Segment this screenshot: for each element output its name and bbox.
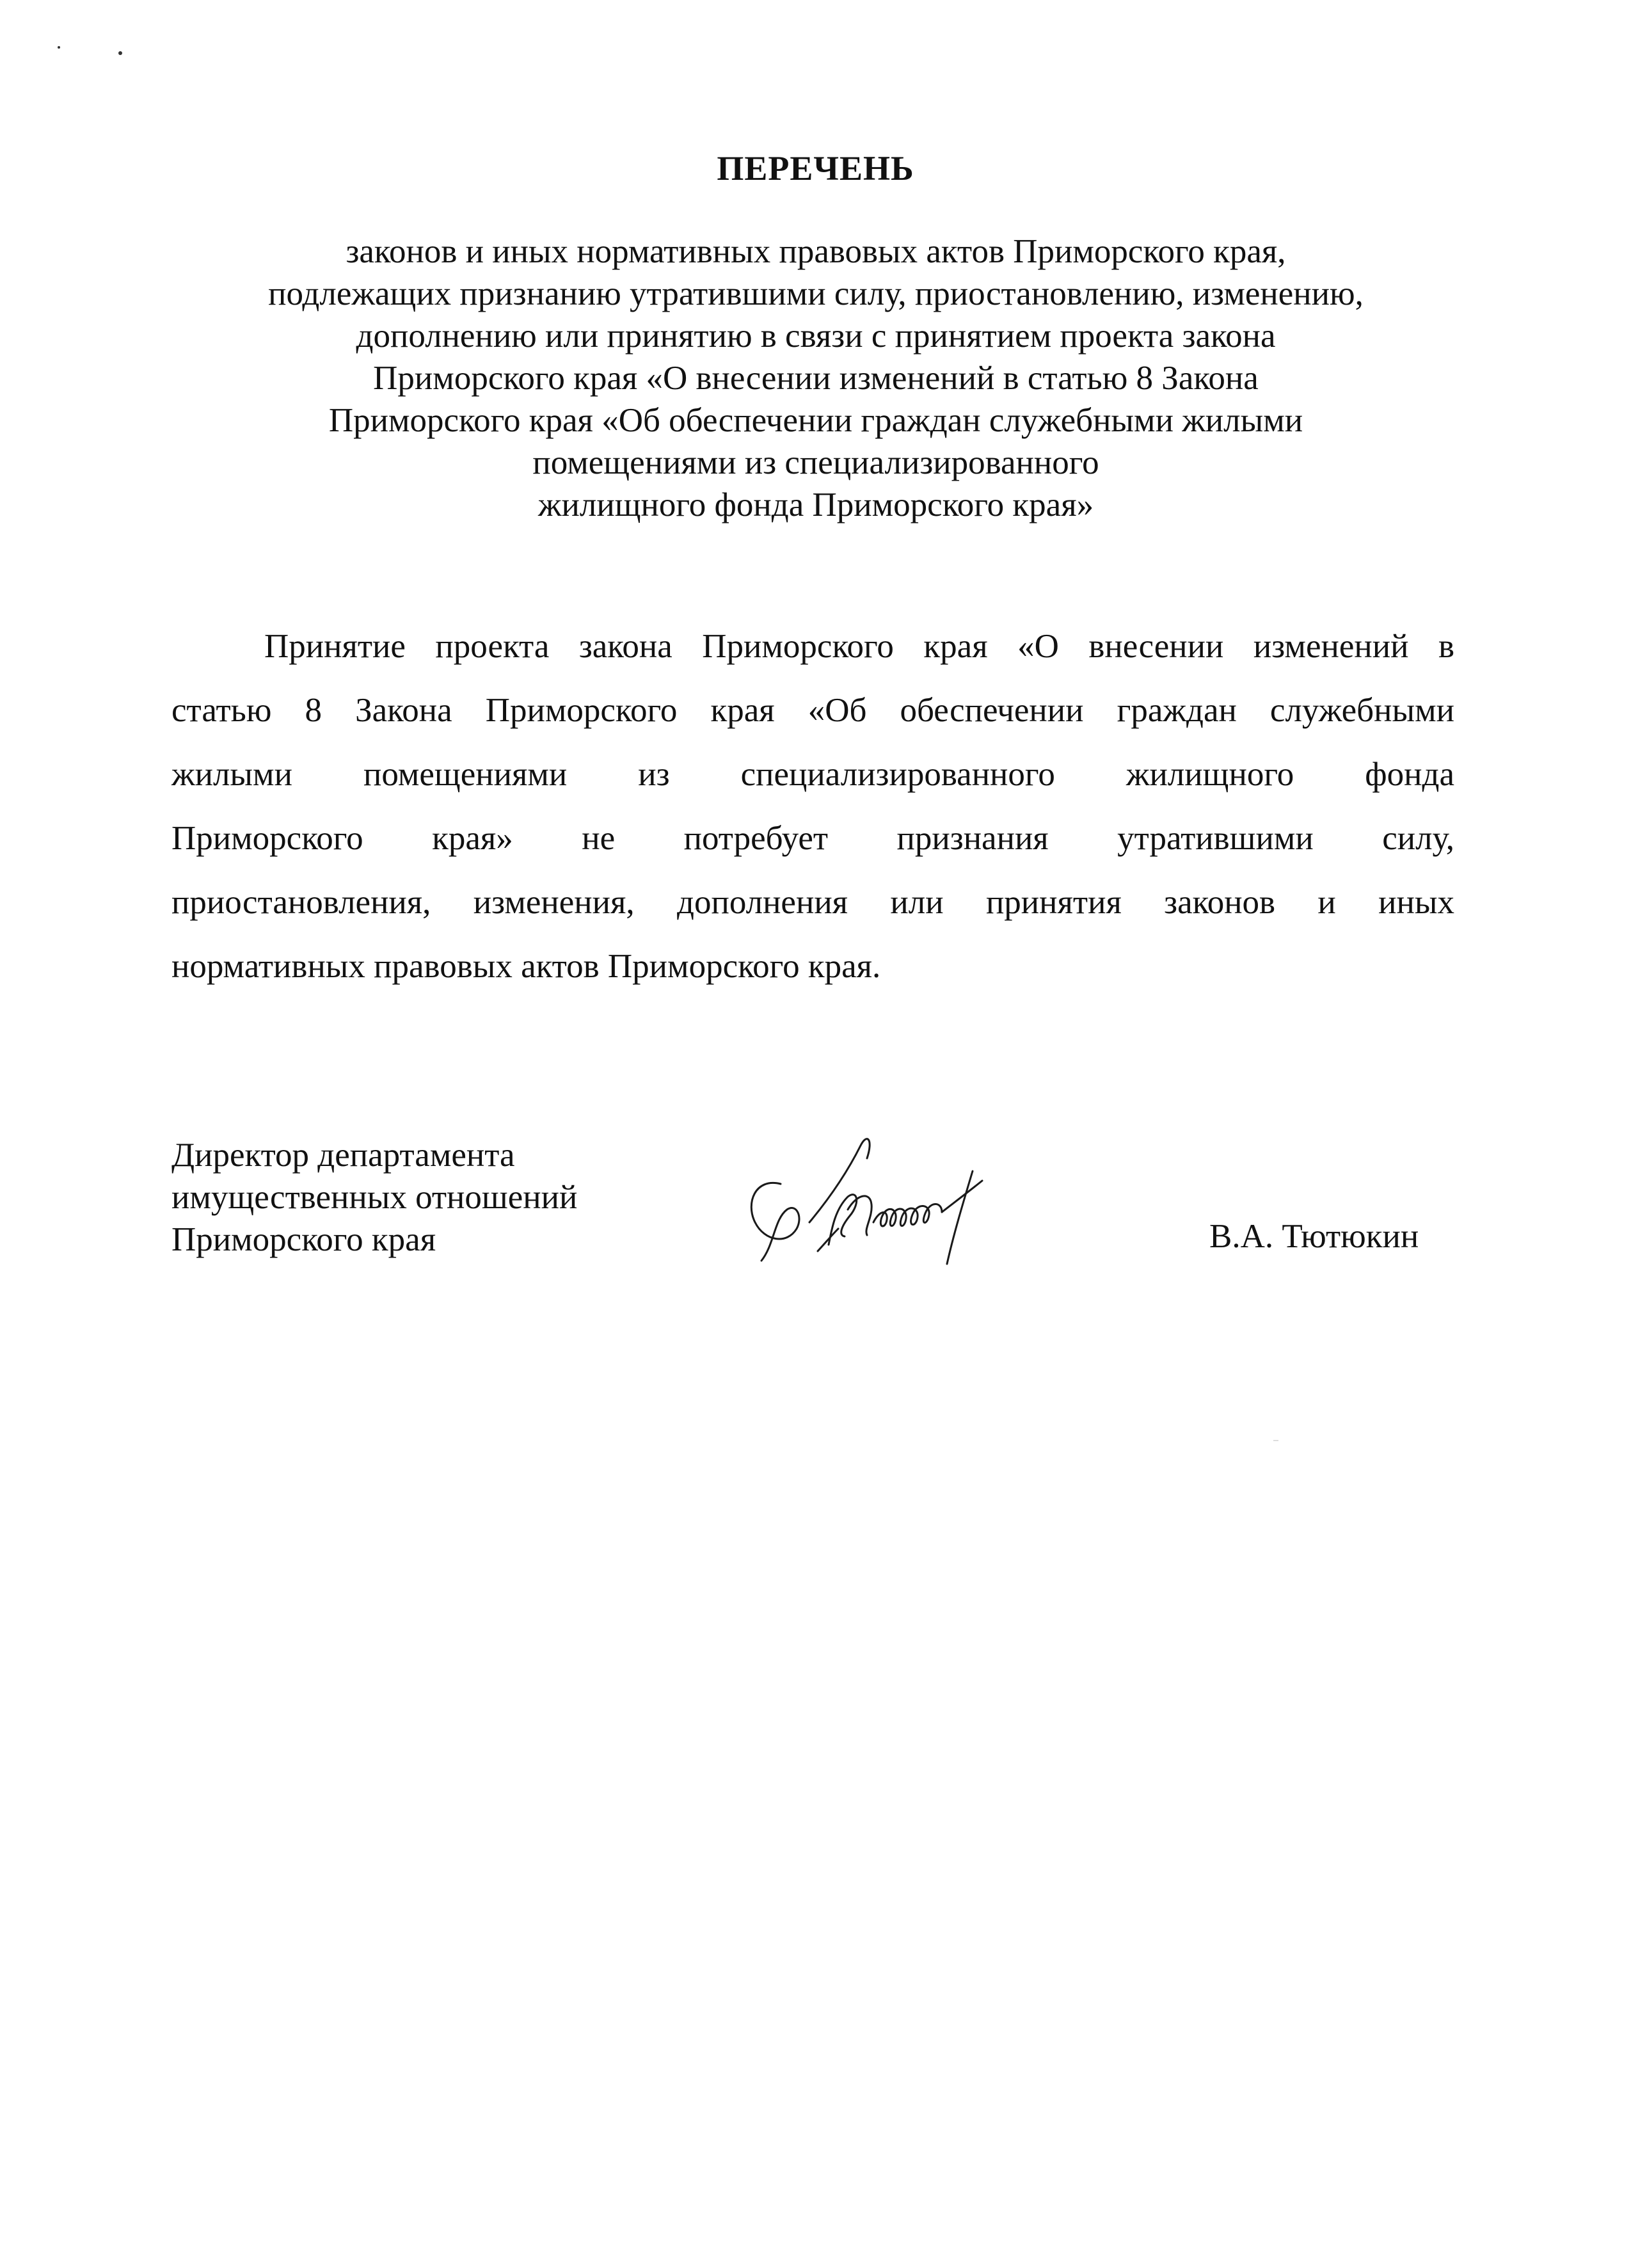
subtitle-line: жилищного фонда Приморского края» [537,486,1094,523]
body-line: нормативных правовых актов Приморского края. [171,948,881,985]
subtitle-line: законов и иных нормативных правовых актов Приморского края, [346,233,1286,270]
handwritten-signature [736,1133,1024,1280]
signatory-position-line: Приморского края [171,1221,436,1258]
scan-artifact-dot [118,51,122,55]
document-subtitle [192,230,1440,526]
scan-artifact-dot [58,46,60,49]
body-line: приостановления, изменения, дополнения или принятия законов и иных [171,884,1454,921]
body-line: статью 8 Закона Приморского края «Об обеспечении граждан служебными [171,692,1454,729]
subtitle-line: дополнению или принятию в связи с принятием проекта закона [356,317,1276,355]
document-title: ПЕРЕЧЕНЬ [717,149,914,188]
signatory-position-line: Директор департамента [171,1137,515,1174]
subtitle-line: Приморского края «О внесении изменений в статью 8 Закона [373,360,1259,397]
signatory-position [171,1134,577,1261]
subtitle-line: Приморского края «Об обеспечении граждан служебными жилыми [328,402,1303,439]
subtitle-line: подлежащих признанию утратившими силу, приостановлению, изменению, [268,275,1364,312]
body-line: жилыми помещениями из специализированного жилищного фонда [171,756,1454,793]
body-line: Приморского края» не потребует признания утратившими силу, [171,820,1454,857]
subtitle-line: помещениями из специализированного [532,444,1099,481]
signatory-position-line: имущественных отношений [171,1179,578,1216]
signatory-name: В.А. Тютюкин [1209,1218,1419,1255]
body-line: Принятие проекта закона Приморского края «О внесении изменений в [264,628,1454,665]
body-paragraph [171,614,1454,998]
scan-artifact-mark [1273,1440,1278,1441]
